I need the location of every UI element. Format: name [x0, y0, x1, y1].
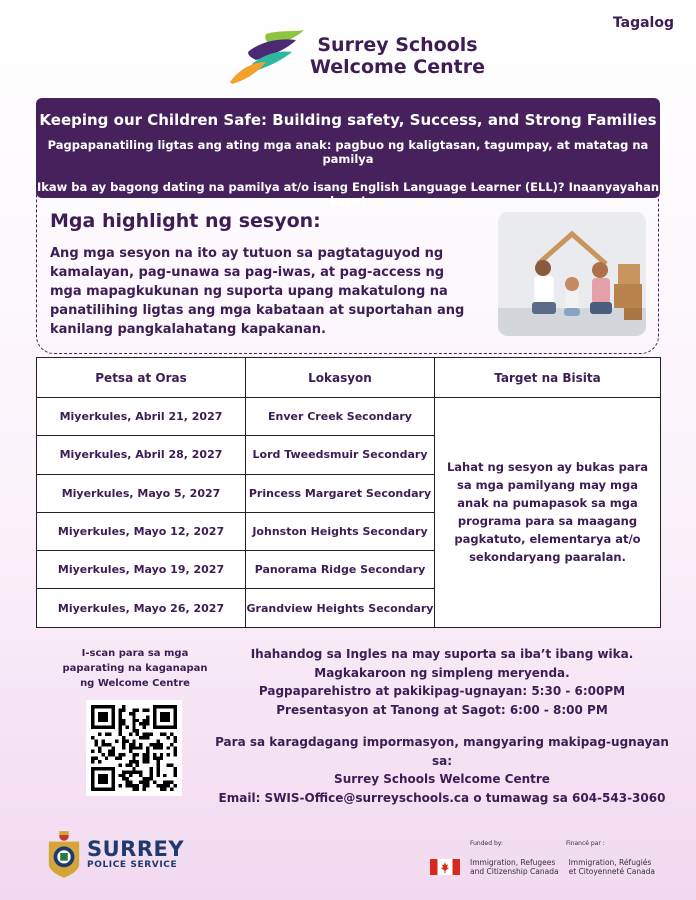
info-contact-intro: Para sa karagdagang impormasyon, mangyaring makipag-ugnayan sa: — [215, 735, 669, 768]
row-location: Panorama Ridge Secondary — [246, 551, 435, 589]
event-info — [212, 645, 672, 807]
info-snacks: Magkakaroon ng simpleng meryenda. — [314, 665, 570, 680]
ircc-funding — [430, 858, 655, 876]
canada-flag-icon — [430, 859, 460, 875]
row-location: Johnston Heights Secondary — [246, 512, 435, 550]
info-contact-email: Email: SWIS-Office@surreyschools.ca o tumawag sa 604-543-3060 — [218, 790, 666, 805]
surrey-police-logo — [45, 828, 184, 880]
ircc-english-line-1: Immigration, Refugees — [470, 858, 556, 867]
ircc-english-line-2: and Citizenship Canada — [470, 867, 559, 876]
logo-line-2: Welcome Centre — [310, 56, 485, 78]
schedule-table — [36, 357, 661, 628]
logo-text — [310, 34, 485, 78]
info-language: Ihahandog sa Ingles na may suporta sa iba’t ibang wika. — [250, 647, 634, 661]
row-date: Miyerkules, Mayo 12, 2027 — [37, 512, 246, 550]
finance-par-label: Financé par : — [566, 840, 605, 847]
row-date: Miyerkules, Mayo 5, 2027 — [37, 474, 246, 512]
schedule-header-row — [37, 358, 661, 398]
info-registration: Pagpaparehistro at pakikipag-ugnayan: 5:30 - 6:00PM — [258, 684, 626, 698]
row-location: Princess Margaret Secondary — [246, 474, 435, 512]
funded-by-label: Funded by: — [470, 840, 503, 847]
ircc-english — [470, 858, 559, 876]
qr-caption: I-scan para sa mga paparating na kaganapan ng Welcome Centre — [62, 648, 208, 689]
qr-code-icon — [91, 705, 177, 791]
info-presentation: Presentasyon at Tanong at Sagot: 6:00 - 8:00 PM — [276, 702, 608, 717]
row-date: Miyerkules, Abril 21, 2027 — [37, 398, 246, 436]
table-row — [37, 398, 661, 436]
header-location: Lokasyon — [246, 358, 435, 398]
ircc-french — [569, 858, 655, 876]
highlights-body: Ang mga sesyon na ito ay tutuon sa pagtataguyod ng kamalayan, pag-unawa sa pag-iwas, at pag-access ng mga mapagkukunan ng suporta upang makatulong na panatilihing ligtas ang mga kabataan at suportahan ang kanilang pangkalahatang kapakanan. — [50, 246, 465, 337]
row-location: Grandview Heights Secondary — [246, 589, 435, 627]
police-badge-icon — [45, 828, 83, 880]
row-date: Miyerkules, Abril 28, 2027 — [37, 436, 246, 474]
police-subtitle: POLICE SERVICE — [87, 860, 178, 870]
banner-subtitle: Pagpapanatiling ligtas ang ating mga anak: pagbuo ng kaligtasan, tagumpay, at matatag na pamilya — [47, 138, 649, 166]
language-label: Tagalog — [612, 15, 674, 31]
row-location: Enver Creek Secondary — [246, 398, 435, 436]
row-date: Miyerkules, Mayo 26, 2027 — [37, 589, 246, 627]
info-contact-org: Surrey Schools Welcome Centre — [334, 772, 550, 786]
welcome-centre-logo-icon — [226, 28, 308, 84]
row-location: Lord Tweedsmuir Secondary — [246, 436, 435, 474]
ircc-french-line-2: et Citoyenneté Canada — [568, 867, 656, 876]
qr-code[interactable] — [86, 700, 182, 796]
banner-invite: Ikaw ba ay bagong dating na pamilya at/o isang English Language Learner (ELL)? Inaanyayahan kayo! — [36, 180, 660, 208]
row-date: Miyerkules, Mayo 19, 2027 — [37, 551, 246, 589]
surrey-schools-logo — [226, 28, 485, 84]
family-photo — [498, 212, 646, 336]
logo-line-1: Surrey Schools — [317, 34, 478, 56]
highlights-title: Mga highlight ng sesyon: — [50, 210, 321, 232]
ircc-french-line-1: Immigration, Réfugiés — [568, 858, 652, 867]
police-name: SURREY — [87, 837, 185, 861]
header-banner — [36, 98, 660, 208]
header-date: Petsa at Oras — [37, 358, 246, 398]
banner-title: Keeping our Children Safe: Building safety, Success, and Strong Families — [39, 111, 657, 129]
target-description: Lahat ng sesyon ay bukas para sa mga pamilyang may mga anak na pumapasok sa mga programa para sa maagang pagkatuto, elementarya at/o sekondaryang paaralan. — [435, 398, 661, 628]
header-target: Target na Bisita — [435, 358, 661, 398]
